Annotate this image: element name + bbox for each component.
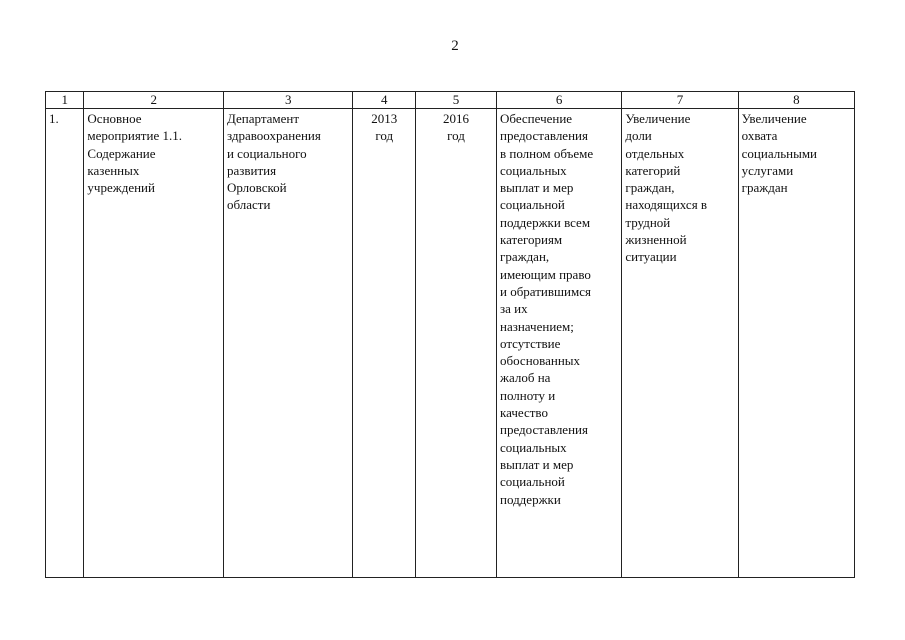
table-header <box>46 92 855 109</box>
column-header-6: 6 <box>496 92 621 109</box>
indicator-7: Увеличение доли отдельных категорий граждан, находящихся в трудной жизненной ситуации <box>625 111 708 265</box>
expected-result-cell <box>496 109 621 578</box>
expected-result: Обеспечение предоставления в полном объеме социальных выплат и мер социальной поддержки всем категориям граждан, имеющим право и обратившимся за их назначением; отсутствие обоснованных жалоб на полноту и качество предоставления социальных выплат и мер социальной поддержки <box>499 111 594 507</box>
header-row <box>46 92 855 109</box>
start-year-cell <box>353 109 416 578</box>
executor-cell <box>223 109 352 578</box>
indicator-7-cell <box>622 109 738 578</box>
indicator-8: Увеличение охвата социальными услугами граждан <box>741 111 818 196</box>
row-number-cell <box>46 109 84 578</box>
end-year: 2016 год <box>443 111 470 144</box>
event-name: Основное мероприятие 1.1. Содержание казенных учреждений <box>87 111 182 196</box>
indicator-8-cell <box>738 109 854 578</box>
column-header-1: 1 <box>46 92 84 109</box>
column-header-5: 5 <box>416 92 497 109</box>
column-header-8: 8 <box>738 92 854 109</box>
column-header-4: 4 <box>353 92 416 109</box>
executor-name: Департамент здравоохранения и социального развития Орловской области <box>226 111 321 213</box>
row-number: 1. <box>49 111 59 126</box>
end-year-cell <box>416 109 497 578</box>
start-year: 2013 год <box>371 111 398 144</box>
column-header-7: 7 <box>622 92 738 109</box>
column-header-2: 2 <box>84 92 224 109</box>
table-row <box>46 109 855 578</box>
page-number: 2 <box>451 38 459 54</box>
event-cell <box>84 109 224 578</box>
column-header-3: 3 <box>223 92 352 109</box>
program-table <box>45 91 855 578</box>
